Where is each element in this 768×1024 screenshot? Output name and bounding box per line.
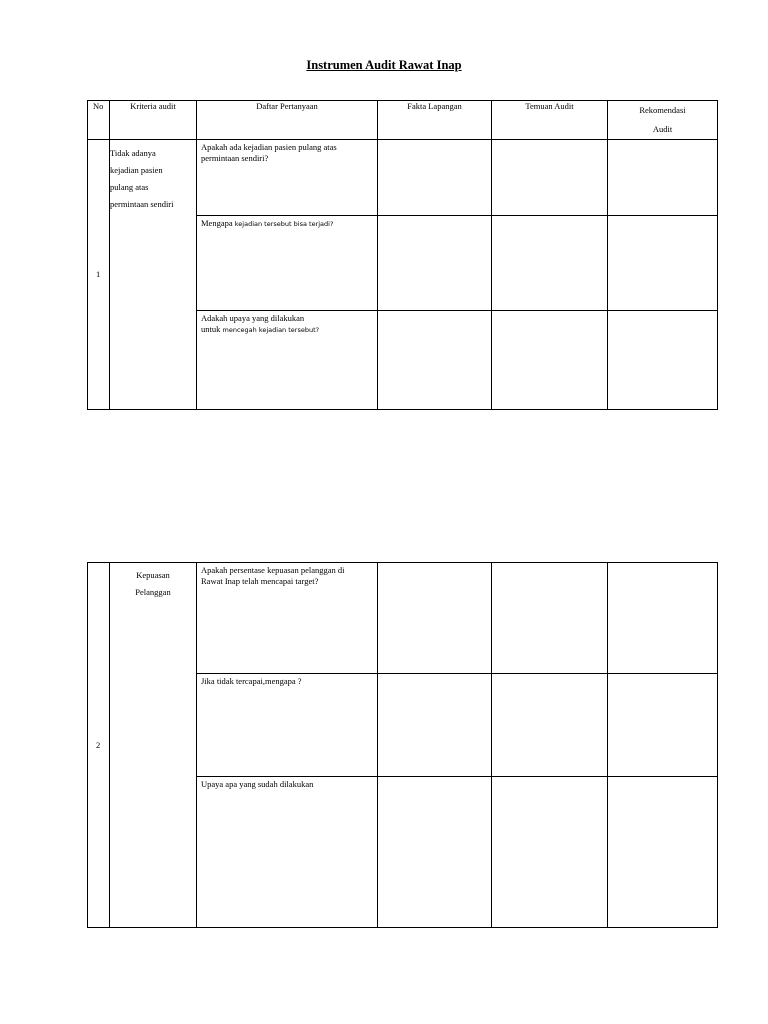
document-title: Instrumen Audit Rawat Inap xyxy=(306,58,462,72)
criteria-line: permintaan sendiri xyxy=(110,199,174,209)
temuan-cell xyxy=(492,563,608,674)
temuan-cell xyxy=(492,216,608,311)
table-row xyxy=(88,563,718,674)
rekomendasi-cell xyxy=(608,777,718,928)
question-text-small: kejadian tersebut bisa terjadi? xyxy=(234,220,334,228)
rekomendasi-cell xyxy=(608,674,718,777)
fakta-cell xyxy=(378,777,492,928)
temuan-cell xyxy=(492,674,608,777)
rekomendasi-cell xyxy=(608,140,718,216)
fakta-cell xyxy=(378,311,492,410)
rekomendasi-cell xyxy=(608,311,718,410)
header-rekomendasi-line2: Audit xyxy=(652,124,673,134)
question-text: Mengapa xyxy=(201,218,235,228)
fakta-cell xyxy=(378,563,492,674)
audit-table-1 xyxy=(87,100,718,410)
criteria-line: kejadian pasien xyxy=(110,165,163,175)
question-cell xyxy=(197,674,378,777)
question-cell xyxy=(197,140,378,216)
fakta-cell xyxy=(378,140,492,216)
table-row xyxy=(88,140,718,216)
question-cell xyxy=(197,216,378,311)
criteria-cell xyxy=(110,140,197,410)
audit-table-2 xyxy=(87,562,718,928)
table-header-row xyxy=(88,101,718,140)
question-line: Upaya apa yang sudah dilakukan xyxy=(201,779,314,789)
criteria-line: pulang atas xyxy=(110,182,149,192)
temuan-cell xyxy=(492,777,608,928)
rekomendasi-cell xyxy=(608,216,718,311)
header-no: No xyxy=(88,101,110,140)
fakta-cell xyxy=(378,216,492,311)
question-line: Apakah ada kejadian pasien pulang atas xyxy=(201,142,337,152)
header-kriteria: Kriteria audit xyxy=(110,101,197,140)
rekomendasi-cell xyxy=(608,563,718,674)
question-line: Adakah upaya yang dilakukan xyxy=(201,313,305,323)
criteria-line: Tidak adanya xyxy=(110,148,156,158)
temuan-cell xyxy=(492,311,608,410)
criteria-line: Kepuasan xyxy=(136,570,170,580)
header-fakta-lapangan: Fakta Lapangan xyxy=(378,101,492,140)
row-number: 1 xyxy=(88,140,110,410)
temuan-cell xyxy=(492,140,608,216)
header-rekomendasi-line1: Rekomendasi xyxy=(639,105,686,115)
criteria-cell xyxy=(110,563,197,928)
question-cell xyxy=(197,311,378,410)
question-line: permintaan sendiri? xyxy=(201,152,269,163)
fakta-cell xyxy=(378,674,492,777)
question-text: untuk xyxy=(201,323,223,334)
row-number: 2 xyxy=(88,563,110,928)
question-line: Jika tidak tercapai,mengapa ? xyxy=(201,676,302,686)
header-rekomendasi-audit xyxy=(608,101,718,140)
question-text-small: mencegah kejadian tersebut? xyxy=(222,325,320,334)
question-line: Apakah persentase kepuasan pelanggan di xyxy=(201,565,345,575)
question-line: Rawat Inap telah mencapai target? xyxy=(201,575,319,586)
question-cell xyxy=(197,563,378,674)
header-temuan-audit: Temuan Audit xyxy=(492,101,608,140)
criteria-line: Pelanggan xyxy=(135,587,171,597)
question-cell xyxy=(197,777,378,928)
header-daftar-pertanyaan: Daftar Pertanyaan xyxy=(197,101,378,140)
